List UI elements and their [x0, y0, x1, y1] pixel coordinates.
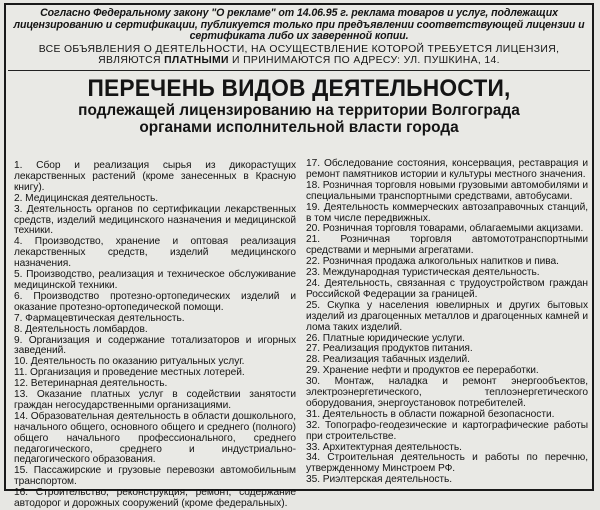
list-item: 14. Образовательная деятельность в области дошкольного, начального общего, основного общего и среднего (полного) общего начального профессионального, среднего педагогического, среднего и индустриально-педагогического образования.: [14, 410, 296, 466]
list-item: 4. Производство, хранение и оптовая реализация лекарственных средств, изделий медицинского назначения.: [14, 236, 296, 270]
paid-ads-text-part1: ВСЕ ОБЪЯВЛЕНИЯ О ДЕЯТЕЛЬНОСТИ, НА ОСУЩЕСТВЛЕНИЕ КОТОРОЙ ТРЕБУЕТСЯ ЛИЦЕНЗИЯ, ЯВЛЯЮТСЯ: [38, 43, 560, 67]
list-item: 33. Архитектурная деятельность.: [306, 441, 462, 453]
list-item: 35. Риэлтерская деятельность.: [306, 474, 453, 486]
list-item: 10. Деятельность по оказанию ритуальных услуг.: [14, 356, 245, 368]
list-item: 28. Реализация табачных изделий.: [306, 354, 470, 366]
list-item: 23. Международная туристическая деятельность.: [306, 267, 540, 279]
right-column: [306, 159, 588, 487]
subtitle-line-2: органами исполнительной власти города: [139, 119, 459, 137]
paid-ads-notice: [10, 44, 588, 67]
list-item: 21. Розничная торговля автомототранспортными средствами и мерными агрегатами.: [306, 234, 588, 257]
list-item: 2. Медицинская деятельность.: [14, 192, 158, 204]
list-item: 1. Сбор и реализация сырья из дикорастущих лекарственных растений (кроме занесенных в Красную книгу).: [14, 160, 296, 193]
list-item: 3. Деятельность органов по сертификации лекарственных средств, изделий медицинского назначения и медицинской техники.: [14, 203, 296, 237]
list-item: 29. Хранение нефти и продуктов ее переработки.: [306, 365, 539, 377]
list-item: 6. Производство протезно-ортопедических изделий и оказание протезно-ортопедической помощи.: [14, 290, 296, 313]
divider-rule: [8, 70, 590, 71]
list-item: 31. Деятельность в области пожарной безопасности.: [306, 408, 555, 420]
paid-ads-text-part2: И ПРИНИМАЮТСЯ ПО АДРЕСУ: УЛ. ПУШКИНА, 14.: [228, 55, 500, 67]
list-item: 30. Монтаж, наладка и ремонт энергообъектов, электроэнергетического, теплоэнергетического оборудования, энергоустановок потребителей.: [306, 376, 588, 409]
newspaper-notice: [4, 3, 594, 510]
list-item: 20. Розничная торговля товарами, облагаемыми акцизами.: [306, 223, 584, 235]
notice-block: [10, 8, 588, 67]
left-column: [14, 160, 296, 510]
list-item: 32. Топографо-геодезические и картографические работы при строительстве.: [306, 419, 588, 442]
list-item: 18. Розничная торговля новыми грузовыми автомобилями и специальными транспортными средствами, автобусами.: [306, 179, 588, 202]
paid-ads-text-bold: ПЛАТНЫМИ: [164, 55, 229, 67]
activities-list: [14, 158, 588, 510]
list-item: 12. Ветеринарная деятельность.: [14, 378, 168, 390]
list-item: 11. Организация и проведение местных лотерей.: [14, 367, 245, 379]
list-item: 26. Платные юридические услуги.: [306, 332, 465, 344]
list-item: 16. Строительство, реконструкция, ремонт, содержание автодорог и дорожных сооружений (кроме федеральных).: [14, 487, 296, 510]
list-item: 7. Фармацевтическая деятельность.: [14, 312, 185, 324]
list-item: 13. Оказание платных услуг в содействии занятости граждан негосударственными организациями.: [14, 389, 296, 411]
list-item: 22. Розничная продажа алкогольных напитков и пива.: [306, 256, 559, 268]
list-item: 24. Деятельность, связанная с трудоустройством граждан Российской Федерации за границей.: [306, 277, 588, 300]
list-item: 19. Деятельность коммерческих автозаправочных станций, в том числе передвижных.: [306, 201, 588, 224]
subtitle-line-1: подлежащей лицензированию на территории Волгограда: [78, 101, 520, 119]
list-item: 8. Деятельность ломбардов.: [14, 323, 148, 335]
page-title: ПЕРЕЧЕНЬ ВИДОВ ДЕЯТЕЛЬНОСТИ,: [87, 74, 511, 102]
list-item: 27. Реализация продуктов питания.: [306, 343, 473, 355]
list-item: 34. Строительная деятельность и работы по перечню, утвержденному Минстроем РФ.: [306, 452, 588, 475]
list-item: 5. Производство, реализация и техническое обслуживание медицинской техники.: [14, 269, 296, 291]
list-item: 25. Скупка у населения ювелирных и других бытовых изделий из драгоценных металлов и драгоценных камней и лома таких изделий.: [306, 299, 588, 333]
law-notice-text: Согласно Федеральному закону "О рекламе" от 14.06.95 г. реклама товаров и услуг, подлежащих лицензированию и сертификации, публикуется только при предъявлении соответствующей лицензии и сертификата либо их заверенной копии.: [13, 7, 585, 43]
list-item: 15. Пассажирские и грузовые перевозки автомобильным транспортом.: [14, 465, 296, 488]
list-item: 9. Организация и содержание тотализаторов и игорных заведений.: [14, 334, 296, 357]
list-item: 17. Обследование состояния, консервация, реставрация и ремонт памятников истории и культуры местного значения.: [306, 158, 588, 180]
